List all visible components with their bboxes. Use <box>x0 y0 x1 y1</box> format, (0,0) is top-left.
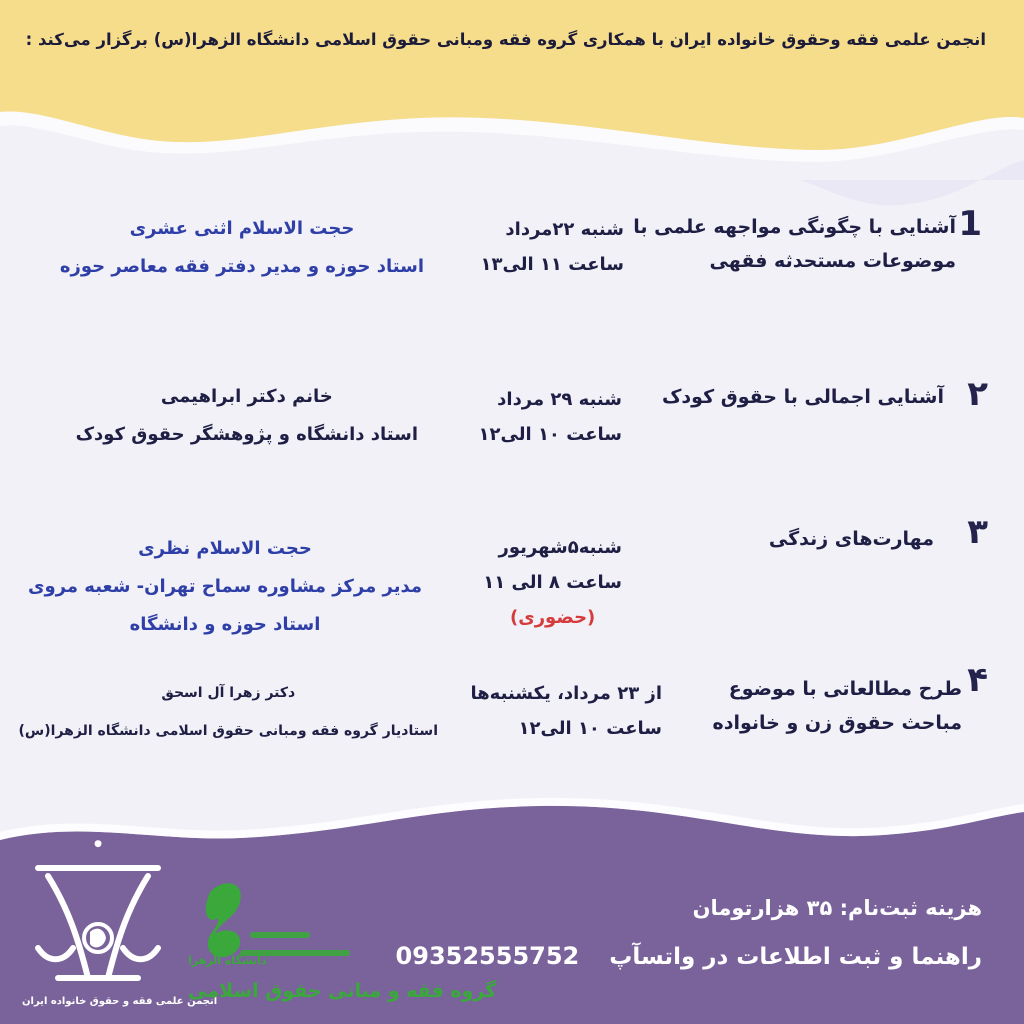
topic-line: مهارت‌های زندگی <box>768 528 934 550</box>
session-topic <box>633 210 956 278</box>
speaker-name: حجت الاسلام اثنی عشری <box>129 218 355 239</box>
date-line: شنبه ۲۹ مرداد <box>497 389 622 410</box>
contact-label: راهنما و ثبت اطلاعات در واتسآپ <box>609 944 982 970</box>
session-date <box>483 530 622 635</box>
date-line: شنبه ۲۲مرداد <box>505 219 624 240</box>
speaker-name: دکتر زهرا آل اسحق <box>161 685 296 701</box>
session-speaker <box>60 210 424 286</box>
session-number: ۴ <box>967 660 988 700</box>
contact-line <box>396 942 982 970</box>
speaker-name: حجت الاسلام نظری <box>138 538 312 559</box>
session-date <box>470 676 662 746</box>
speaker-title: استادیار گروه فقه ومبانی حقوق اسلامی دانشگاه الزهرا(س) <box>18 723 438 739</box>
date-line: شنبه۵شهریور <box>498 537 622 558</box>
speaker-title: مدیر مرکز مشاوره سماح تهران- شعبه مروی <box>28 576 422 597</box>
session-number: ۲ <box>967 374 988 414</box>
session-speaker <box>76 378 418 454</box>
speaker-title: استاد حوزه و مدیر دفتر فقه معاصر حوزه <box>59 256 424 277</box>
speaker-title: استاد دانشگاه و پژوهشگر حقوق کودک <box>75 424 418 445</box>
topic-line: آشنایی با چگونگی مواجهه علمی با <box>633 216 956 238</box>
time-line: ساعت ۱۰ الی۱۲ <box>478 424 622 445</box>
session-speaker <box>19 674 438 750</box>
session-number: 1 <box>958 204 982 244</box>
speaker-name: خانم دکتر ابراهیمی <box>160 386 333 407</box>
topic-line: موضوعات مستحدثه فقهی <box>709 250 956 272</box>
svg-text:●: ● <box>94 839 102 849</box>
session-topic <box>769 522 934 556</box>
topic-line: طرح مطالعاتی با موضوع <box>728 678 962 700</box>
time-line: ساعت ۱۱ الی۱۳ <box>480 254 624 275</box>
in-person-note: (حضوری) <box>509 607 596 628</box>
mid-logo-subcaption: دانشگاه الزهرا <box>188 954 267 967</box>
time-line: ساعت ۸ الی ۱۱ <box>483 572 622 593</box>
registration-fee: هزینه ثبت‌نام: ۳۵ هزارتومان <box>692 896 982 920</box>
session-number: ۳ <box>967 512 988 552</box>
date-line: از ۲۳ مرداد، یکشنبه‌ها <box>470 683 662 704</box>
session-speaker <box>28 530 422 644</box>
left-logo-caption: انجمن علمی فقه و حقوق خانواده ایران <box>22 996 218 1007</box>
whatsapp-phone[interactable]: 09352555752 <box>395 942 580 970</box>
speaker-title: استاد حوزه و دانشگاه <box>129 614 321 635</box>
topic-line: مباحث حقوق زن و خانواده <box>712 712 962 734</box>
topic-line: آشنایی اجمالی با حقوق کودک <box>661 386 944 408</box>
session-topic <box>662 380 944 414</box>
time-line: ساعت ۱۰ الی۱۲ <box>518 718 662 739</box>
session-topic <box>712 672 962 740</box>
mid-logo-caption: گروه فقه و مبانی حقوق اسلامی <box>188 980 497 1002</box>
header-announcement: انجمن علمی فقه وحقوق خانواده ایران با همکاری گروه فقه ومبانی حقوق اسلامی دانشگاه الزهرا(س) برگزار می‌کند : <box>25 30 986 49</box>
session-date <box>479 382 622 452</box>
session-date <box>481 212 624 282</box>
scales-emblem-icon <box>18 828 178 1018</box>
